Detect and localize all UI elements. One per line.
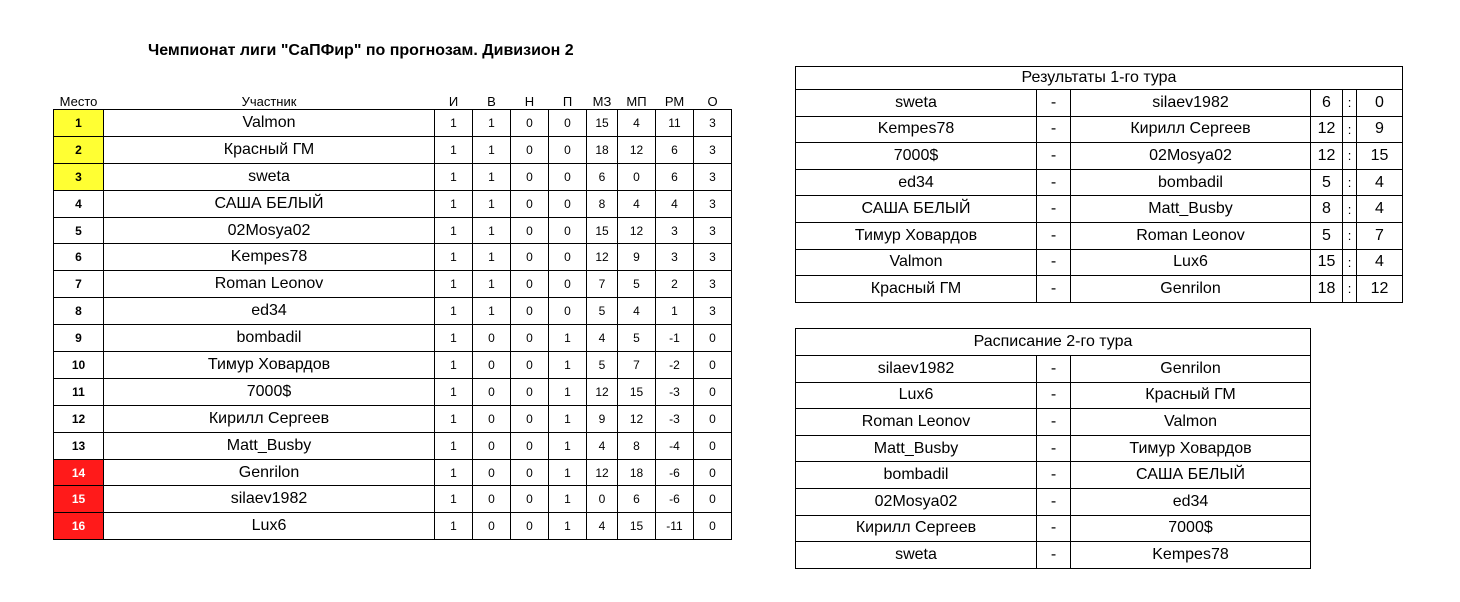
- participant-name: Kempes78: [104, 244, 435, 271]
- away-player: Lux6: [1071, 249, 1311, 276]
- stat-p: 1: [549, 432, 587, 459]
- stat-p: 1: [549, 459, 587, 486]
- match-dash: -: [1037, 409, 1071, 436]
- home-score: 12: [1311, 116, 1343, 143]
- stat-mz: 6: [587, 163, 618, 190]
- header-name: Участник: [241, 93, 297, 109]
- stat-rm: 4: [656, 190, 694, 217]
- place-cell: 9: [54, 325, 104, 352]
- stat-mp: 15: [618, 513, 656, 540]
- stat-mz: 8: [587, 190, 618, 217]
- result-row: [796, 90, 1403, 117]
- standings-row: [54, 459, 732, 486]
- away-score: 12: [1357, 276, 1403, 303]
- home-score: 15: [1311, 249, 1343, 276]
- stat-rm: 1: [656, 298, 694, 325]
- away-player: Roman Leonov: [1071, 222, 1311, 249]
- home-player: sweta: [796, 542, 1037, 569]
- score-colon: :: [1343, 196, 1357, 223]
- match-dash: -: [1037, 462, 1071, 489]
- header-draws: Н: [524, 93, 535, 109]
- stat-rm: 6: [656, 163, 694, 190]
- stat-v: 0: [473, 405, 511, 432]
- score-colon: :: [1343, 116, 1357, 143]
- stat-rm: -11: [656, 513, 694, 540]
- away-score: 4: [1357, 196, 1403, 223]
- result-row: [796, 116, 1403, 143]
- stat-p: 0: [549, 163, 587, 190]
- schedule-row: [796, 356, 1311, 383]
- stat-v: 0: [473, 378, 511, 405]
- stat-i: 1: [435, 486, 473, 513]
- score-colon: :: [1343, 276, 1357, 303]
- stat-i: 1: [435, 405, 473, 432]
- schedule-row: [796, 382, 1311, 409]
- place-cell: 14: [54, 459, 104, 486]
- stat-mz: 18: [587, 136, 618, 163]
- stat-n: 0: [511, 244, 549, 271]
- stat-rm: 2: [656, 271, 694, 298]
- stat-mp: 4: [618, 190, 656, 217]
- home-player: bombadil: [796, 462, 1037, 489]
- place-cell: 16: [54, 513, 104, 540]
- stat-p: 1: [549, 405, 587, 432]
- standings-row: [54, 110, 732, 137]
- stat-v: 0: [473, 459, 511, 486]
- match-dash: -: [1037, 356, 1071, 383]
- stat-mp: 12: [618, 217, 656, 244]
- stat-mp: 5: [618, 271, 656, 298]
- standings-row: [54, 217, 732, 244]
- participant-name: Красный ГМ: [104, 136, 435, 163]
- stat-o: 3: [694, 271, 732, 298]
- stat-mp: 5: [618, 325, 656, 352]
- stat-v: 1: [473, 244, 511, 271]
- stat-n: 0: [511, 110, 549, 137]
- stat-mz: 12: [587, 459, 618, 486]
- stat-i: 1: [435, 325, 473, 352]
- standings-row: [54, 271, 732, 298]
- participant-name: Тимур Ховардов: [104, 352, 435, 379]
- away-player: bombadil: [1071, 169, 1311, 196]
- place-cell: 2: [54, 136, 104, 163]
- home-player: 02Mosya02: [796, 488, 1037, 515]
- home-player: silaev1982: [796, 356, 1037, 383]
- away-player: Тимур Ховардов: [1071, 435, 1311, 462]
- away-player: Красный ГМ: [1071, 382, 1311, 409]
- stat-o: 3: [694, 190, 732, 217]
- home-score: 8: [1311, 196, 1343, 223]
- away-player: ed34: [1071, 488, 1311, 515]
- stat-v: 1: [473, 298, 511, 325]
- standings-row: [54, 244, 732, 271]
- stat-mz: 5: [587, 298, 618, 325]
- stat-mp: 9: [618, 244, 656, 271]
- match-dash: -: [1037, 143, 1071, 170]
- stat-n: 0: [511, 378, 549, 405]
- away-score: 4: [1357, 169, 1403, 196]
- page-title: Чемпионат лиги "СаПФир" по прогнозам. Дивизион 2: [148, 42, 574, 59]
- stat-i: 1: [435, 110, 473, 137]
- stat-mp: 0: [618, 163, 656, 190]
- stat-p: 0: [549, 190, 587, 217]
- away-player: Genrilon: [1071, 356, 1311, 383]
- stat-i: 1: [435, 513, 473, 540]
- place-cell: 10: [54, 352, 104, 379]
- stat-o: 3: [694, 244, 732, 271]
- place-cell: 1: [54, 110, 104, 137]
- stat-mp: 4: [618, 298, 656, 325]
- away-player: Кирилл Сергеев: [1071, 116, 1311, 143]
- stat-o: 0: [694, 405, 732, 432]
- participant-name: Matt_Busby: [104, 432, 435, 459]
- stat-o: 0: [694, 352, 732, 379]
- place-cell: 8: [54, 298, 104, 325]
- stat-n: 0: [511, 405, 549, 432]
- standings-row: [54, 513, 732, 540]
- stat-mp: 12: [618, 136, 656, 163]
- stat-i: 1: [435, 298, 473, 325]
- stat-i: 1: [435, 244, 473, 271]
- result-row: [796, 222, 1403, 249]
- stat-mz: 4: [587, 432, 618, 459]
- home-player: Тимур Ховардов: [796, 222, 1037, 249]
- away-player: Valmon: [1071, 409, 1311, 436]
- stat-mz: 15: [587, 217, 618, 244]
- stat-n: 0: [511, 271, 549, 298]
- results-table: [795, 66, 1403, 303]
- match-dash: -: [1037, 249, 1071, 276]
- schedule-row: [796, 515, 1311, 542]
- stat-p: 1: [549, 486, 587, 513]
- away-score: 4: [1357, 249, 1403, 276]
- home-player: sweta: [796, 90, 1037, 117]
- away-player: Kempes78: [1071, 542, 1311, 569]
- home-score: 6: [1311, 90, 1343, 117]
- stat-n: 0: [511, 459, 549, 486]
- match-dash: -: [1037, 435, 1071, 462]
- stat-o: 0: [694, 378, 732, 405]
- standings-row: [54, 298, 732, 325]
- schedule-table: [795, 328, 1311, 569]
- stat-v: 1: [473, 136, 511, 163]
- standings-row: [54, 190, 732, 217]
- match-dash: -: [1037, 276, 1071, 303]
- stat-rm: -3: [656, 405, 694, 432]
- stat-mz: 15: [587, 110, 618, 137]
- away-player: Matt_Busby: [1071, 196, 1311, 223]
- stat-p: 1: [549, 513, 587, 540]
- stat-v: 1: [473, 271, 511, 298]
- standings-row: [54, 163, 732, 190]
- stat-mz: 4: [587, 325, 618, 352]
- stat-n: 0: [511, 136, 549, 163]
- header-place: Место: [59, 93, 98, 109]
- participant-name: silaev1982: [104, 486, 435, 513]
- away-score: 9: [1357, 116, 1403, 143]
- match-dash: -: [1037, 222, 1071, 249]
- participant-name: Genrilon: [104, 459, 435, 486]
- stat-p: 0: [549, 136, 587, 163]
- stat-mz: 0: [587, 486, 618, 513]
- stat-rm: 11: [656, 110, 694, 137]
- stat-i: 1: [435, 352, 473, 379]
- header-goals-for: МЗ: [592, 93, 612, 109]
- match-dash: -: [1037, 90, 1071, 117]
- score-colon: :: [1343, 90, 1357, 117]
- result-row: [796, 143, 1403, 170]
- match-dash: -: [1037, 488, 1071, 515]
- schedule-title: Расписание 2-го тура: [796, 329, 1311, 356]
- standings-row: [54, 136, 732, 163]
- standings-header-row: [54, 93, 732, 110]
- match-dash: -: [1037, 542, 1071, 569]
- schedule-caption-row: [796, 329, 1311, 356]
- stat-n: 0: [511, 298, 549, 325]
- home-player: ed34: [796, 169, 1037, 196]
- stat-n: 0: [511, 432, 549, 459]
- stat-o: 3: [694, 163, 732, 190]
- place-cell: 13: [54, 432, 104, 459]
- standings-row: [54, 432, 732, 459]
- stat-p: 0: [549, 110, 587, 137]
- header-goals-against: МП: [626, 93, 647, 109]
- stat-p: 1: [549, 352, 587, 379]
- home-score: 5: [1311, 169, 1343, 196]
- schedule-row: [796, 542, 1311, 569]
- stat-p: 0: [549, 244, 587, 271]
- result-row: [796, 249, 1403, 276]
- place-cell: 7: [54, 271, 104, 298]
- away-score: 7: [1357, 222, 1403, 249]
- header-points: О: [707, 93, 718, 109]
- participant-name: Lux6: [104, 513, 435, 540]
- home-score: 12: [1311, 143, 1343, 170]
- stat-n: 0: [511, 163, 549, 190]
- stat-o: 3: [694, 136, 732, 163]
- stat-o: 3: [694, 217, 732, 244]
- match-dash: -: [1037, 196, 1071, 223]
- stat-o: 0: [694, 432, 732, 459]
- score-colon: :: [1343, 169, 1357, 196]
- stat-p: 1: [549, 378, 587, 405]
- home-player: Valmon: [796, 249, 1037, 276]
- stat-v: 1: [473, 217, 511, 244]
- header-games: И: [448, 93, 459, 109]
- stat-i: 1: [435, 271, 473, 298]
- away-player: 7000$: [1071, 515, 1311, 542]
- match-dash: -: [1037, 382, 1071, 409]
- standings-table: [53, 93, 732, 540]
- stat-rm: -2: [656, 352, 694, 379]
- stat-rm: 3: [656, 217, 694, 244]
- place-cell: 12: [54, 405, 104, 432]
- stat-mz: 5: [587, 352, 618, 379]
- participant-name: Valmon: [104, 110, 435, 137]
- participant-name: 7000$: [104, 378, 435, 405]
- stat-n: 0: [511, 486, 549, 513]
- place-cell: 5: [54, 217, 104, 244]
- place-cell: 11: [54, 378, 104, 405]
- participant-name: Кирилл Сергеев: [104, 405, 435, 432]
- home-score: 18: [1311, 276, 1343, 303]
- results-caption-row: [796, 67, 1403, 90]
- stat-p: 0: [549, 217, 587, 244]
- match-dash: -: [1037, 116, 1071, 143]
- place-cell: 15: [54, 486, 104, 513]
- score-colon: :: [1343, 249, 1357, 276]
- participant-name: 02Mosya02: [104, 217, 435, 244]
- stat-o: 0: [694, 513, 732, 540]
- home-player: Kempes78: [796, 116, 1037, 143]
- away-player: 02Mosya02: [1071, 143, 1311, 170]
- header-losses: П: [562, 93, 573, 109]
- stat-i: 1: [435, 459, 473, 486]
- standings-row: [54, 486, 732, 513]
- home-player: Красный ГМ: [796, 276, 1037, 303]
- stat-n: 0: [511, 325, 549, 352]
- home-player: САША БЕЛЫЙ: [796, 196, 1037, 223]
- header-goal-diff: РМ: [664, 93, 685, 109]
- stat-i: 1: [435, 136, 473, 163]
- header-wins: В: [487, 93, 496, 109]
- stat-mp: 18: [618, 459, 656, 486]
- match-dash: -: [1037, 515, 1071, 542]
- participant-name: sweta: [104, 163, 435, 190]
- away-player: САША БЕЛЫЙ: [1071, 462, 1311, 489]
- result-row: [796, 169, 1403, 196]
- stat-o: 3: [694, 110, 732, 137]
- standings-row: [54, 325, 732, 352]
- stat-i: 1: [435, 432, 473, 459]
- stat-v: 1: [473, 190, 511, 217]
- stat-rm: -6: [656, 486, 694, 513]
- stat-v: 0: [473, 513, 511, 540]
- stat-p: 1: [549, 325, 587, 352]
- place-cell: 4: [54, 190, 104, 217]
- stat-v: 0: [473, 432, 511, 459]
- schedule-row: [796, 435, 1311, 462]
- home-score: 5: [1311, 222, 1343, 249]
- stat-i: 1: [435, 378, 473, 405]
- stat-mp: 15: [618, 378, 656, 405]
- stat-v: 0: [473, 325, 511, 352]
- score-colon: :: [1343, 222, 1357, 249]
- stat-v: 1: [473, 110, 511, 137]
- standings-row: [54, 352, 732, 379]
- result-row: [796, 196, 1403, 223]
- away-score: 0: [1357, 90, 1403, 117]
- stat-rm: 6: [656, 136, 694, 163]
- home-player: Кирилл Сергеев: [796, 515, 1037, 542]
- home-player: 7000$: [796, 143, 1037, 170]
- stat-v: 0: [473, 486, 511, 513]
- stat-o: 0: [694, 325, 732, 352]
- stat-mz: 12: [587, 378, 618, 405]
- stat-rm: -4: [656, 432, 694, 459]
- place-cell: 3: [54, 163, 104, 190]
- participant-name: САША БЕЛЫЙ: [104, 190, 435, 217]
- away-score: 15: [1357, 143, 1403, 170]
- stat-mp: 4: [618, 110, 656, 137]
- result-row: [796, 276, 1403, 303]
- results-title: Результаты 1-го тура: [796, 67, 1403, 90]
- away-player: Genrilon: [1071, 276, 1311, 303]
- stat-o: 3: [694, 298, 732, 325]
- stat-n: 0: [511, 217, 549, 244]
- stat-p: 0: [549, 271, 587, 298]
- stat-i: 1: [435, 163, 473, 190]
- stat-mz: 7: [587, 271, 618, 298]
- standings-row: [54, 378, 732, 405]
- stat-i: 1: [435, 190, 473, 217]
- schedule-row: [796, 488, 1311, 515]
- participant-name: Roman Leonov: [104, 271, 435, 298]
- schedule-row: [796, 462, 1311, 489]
- stat-mp: 6: [618, 486, 656, 513]
- stat-n: 0: [511, 513, 549, 540]
- stat-o: 0: [694, 459, 732, 486]
- standings-row: [54, 405, 732, 432]
- participant-name: ed34: [104, 298, 435, 325]
- stat-v: 0: [473, 352, 511, 379]
- participant-name: bombadil: [104, 325, 435, 352]
- stat-rm: -1: [656, 325, 694, 352]
- stat-rm: -6: [656, 459, 694, 486]
- stat-v: 1: [473, 163, 511, 190]
- home-player: Roman Leonov: [796, 409, 1037, 436]
- schedule-row: [796, 409, 1311, 436]
- stat-n: 0: [511, 190, 549, 217]
- stat-mp: 7: [618, 352, 656, 379]
- stat-i: 1: [435, 217, 473, 244]
- stat-mp: 8: [618, 432, 656, 459]
- stat-n: 0: [511, 352, 549, 379]
- match-dash: -: [1037, 169, 1071, 196]
- stat-rm: 3: [656, 244, 694, 271]
- stat-mz: 9: [587, 405, 618, 432]
- place-cell: 6: [54, 244, 104, 271]
- stat-p: 0: [549, 298, 587, 325]
- stat-mz: 4: [587, 513, 618, 540]
- home-player: Matt_Busby: [796, 435, 1037, 462]
- away-player: silaev1982: [1071, 90, 1311, 117]
- stat-mp: 12: [618, 405, 656, 432]
- stat-o: 0: [694, 486, 732, 513]
- score-colon: :: [1343, 143, 1357, 170]
- stat-rm: -3: [656, 378, 694, 405]
- home-player: Lux6: [796, 382, 1037, 409]
- stat-mz: 12: [587, 244, 618, 271]
